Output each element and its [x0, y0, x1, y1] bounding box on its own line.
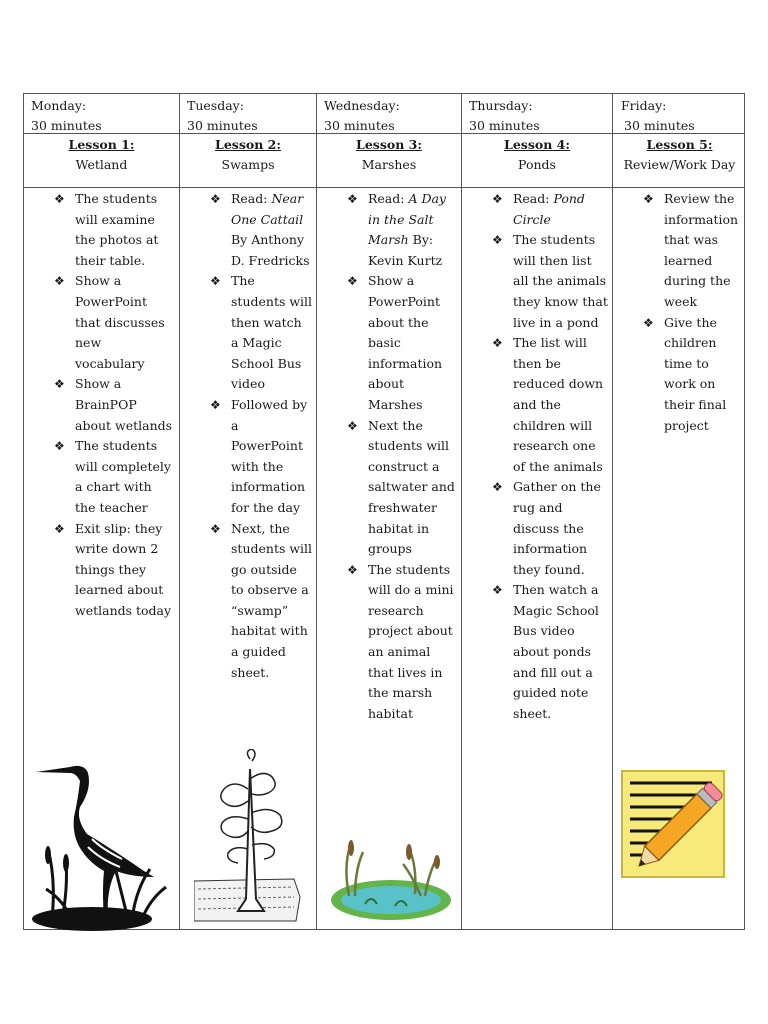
lesson-heading: [317, 135, 461, 175]
diamond-bullet-icon: ❖: [492, 233, 503, 248]
activity-item: [54, 436, 174, 518]
lesson-number: Lesson 2:: [215, 137, 281, 152]
lesson-topic: Swamps: [221, 157, 275, 172]
activity-item: [54, 189, 174, 271]
day-name: Friday:: [621, 98, 667, 113]
lesson-number: Lesson 4:: [504, 137, 570, 152]
activity-text: Read:: [368, 191, 409, 206]
lesson-number: Lesson 5:: [646, 137, 713, 152]
activity-item: [492, 189, 608, 230]
activity-text: Show a PowerPoint that discusses new vocabulary: [75, 273, 165, 371]
diamond-bullet-icon: ❖: [54, 192, 65, 206]
diamond-bullet-icon: ❖: [643, 315, 654, 330]
activity-text: Next, the students will go outside to observe a “swamp” habitat with a guided sheet.: [231, 520, 313, 680]
activity-item: [492, 333, 608, 477]
lesson-heading: [24, 135, 179, 175]
notepad-pencil-icon: [620, 769, 726, 881]
activity-text: Then watch a Magic School Bus video about ponds and fill out a guided note sheet.: [513, 582, 599, 721]
activity-item: [492, 477, 608, 580]
activity-list: [54, 189, 174, 621]
activity-item: [643, 189, 741, 313]
diamond-bullet-icon: ❖: [54, 521, 65, 536]
day-duration: 30 minutes: [469, 118, 540, 133]
activity-text: The students will then list all the animals they know that live in a pond: [513, 232, 608, 330]
heron-icon: [32, 759, 172, 934]
activity-text: Followed by a PowerPoint with the information for the day: [231, 396, 308, 515]
book-title: A Day in the Salt Marsh: [368, 191, 446, 248]
marsh-icon: [325, 834, 455, 929]
day-header: [187, 96, 258, 136]
activity-item: [54, 519, 174, 622]
lesson-topic: Wetland: [75, 157, 128, 172]
diamond-bullet-icon: ❖: [492, 192, 503, 206]
diamond-bullet-icon: ❖: [54, 377, 65, 392]
day-duration: 30 minutes: [187, 118, 258, 133]
activity-text: The students will completely a chart with the teacher: [75, 438, 171, 515]
activity-list: [643, 189, 741, 436]
day-header: [621, 96, 695, 136]
diamond-bullet-icon: ❖: [347, 192, 358, 206]
day-column-wednesday: [317, 94, 462, 929]
day-column-thursday: [462, 94, 613, 929]
activity-item: [643, 313, 741, 437]
activity-item: [347, 560, 459, 725]
cypress-tree-icon: [194, 749, 304, 924]
activity-text: The students will then watch a Magic School Bus video: [231, 273, 313, 392]
day-column-tuesday: [180, 94, 317, 929]
activity-list: [347, 189, 459, 724]
activity-text: By Anthony D. Fredricks: [231, 232, 310, 268]
activity-text: Read:: [231, 191, 272, 206]
day-name: Thursday:: [469, 98, 533, 113]
activity-text: By: Kevin Kurtz: [368, 232, 443, 268]
diamond-bullet-icon: ❖: [54, 274, 65, 289]
activity-text: Next the students will construct a saltwater and freshwater habitat in groups: [368, 417, 455, 557]
activity-item: [492, 230, 608, 333]
lesson-number: Lesson 1:: [68, 137, 135, 152]
lesson-topic: Marshes: [361, 157, 417, 172]
diamond-bullet-icon: ❖: [210, 521, 221, 536]
activity-item: [210, 519, 313, 684]
activity-text: Show a PowerPoint about the basic information about Marshes: [368, 273, 443, 412]
book-title: Near One Cattail: [231, 191, 304, 227]
diamond-bullet-icon: ❖: [347, 562, 358, 577]
day-duration: 30 minutes: [324, 118, 395, 133]
diamond-bullet-icon: ❖: [210, 192, 221, 206]
activity-text: The students will do a mini research project about an animal that lives in the marsh habitat: [368, 561, 454, 721]
activity-text: Show a BrainPOP about wetlands: [75, 376, 173, 433]
diamond-bullet-icon: ❖: [347, 274, 358, 289]
day-column-friday: [613, 94, 746, 929]
activity-text: Give the children time to work on their final project: [664, 314, 727, 433]
day-name: Monday:: [31, 98, 87, 113]
activity-item: [54, 374, 174, 436]
day-duration: 30 minutes: [624, 118, 695, 133]
activity-text: The students will examine the photos at their table.: [75, 191, 159, 268]
activity-item: [210, 395, 313, 519]
diamond-bullet-icon: ❖: [347, 418, 358, 433]
diamond-bullet-icon: ❖: [492, 480, 503, 495]
book-title: Pond Circle: [513, 191, 585, 227]
lesson-plan-table: [23, 93, 745, 930]
activity-item: [492, 580, 608, 724]
diamond-bullet-icon: ❖: [210, 397, 221, 412]
day-name: Tuesday:: [187, 98, 244, 113]
lesson-heading: [180, 135, 316, 175]
activity-text: Gather on the rug and discuss the information they found.: [513, 479, 601, 577]
activity-list: [492, 189, 608, 724]
day-column-monday: [24, 94, 180, 929]
day-header: [324, 96, 400, 136]
diamond-bullet-icon: ❖: [492, 583, 503, 598]
diamond-bullet-icon: ❖: [54, 439, 65, 454]
day-duration: 30 minutes: [31, 118, 102, 133]
activity-text: Exit slip: they write down 2 things they learned about wetlands today: [75, 520, 172, 618]
activity-item: [347, 189, 459, 271]
lesson-heading: [613, 135, 746, 175]
activity-text: Review the information that was learned during the week: [664, 191, 739, 309]
lesson-topic: Ponds: [518, 157, 556, 172]
activity-text: Read:: [513, 191, 554, 206]
lesson-number: Lesson 3:: [356, 137, 422, 152]
day-name: Wednesday:: [324, 98, 400, 113]
activity-text: The list will then be reduced down and the children will research one of the animals: [513, 335, 604, 474]
lesson-topic: Review/Work Day: [623, 157, 736, 172]
lesson-heading: [462, 135, 612, 175]
day-header: [31, 96, 102, 136]
activity-list: [210, 189, 313, 683]
diamond-bullet-icon: ❖: [492, 336, 503, 351]
activity-item: [210, 189, 313, 271]
activity-item: [210, 271, 313, 395]
diamond-bullet-icon: ❖: [210, 274, 221, 289]
diamond-bullet-icon: ❖: [643, 192, 654, 206]
activity-item: [347, 416, 459, 560]
activity-item: [54, 271, 174, 374]
day-header: [469, 96, 540, 136]
activity-item: [347, 271, 459, 415]
